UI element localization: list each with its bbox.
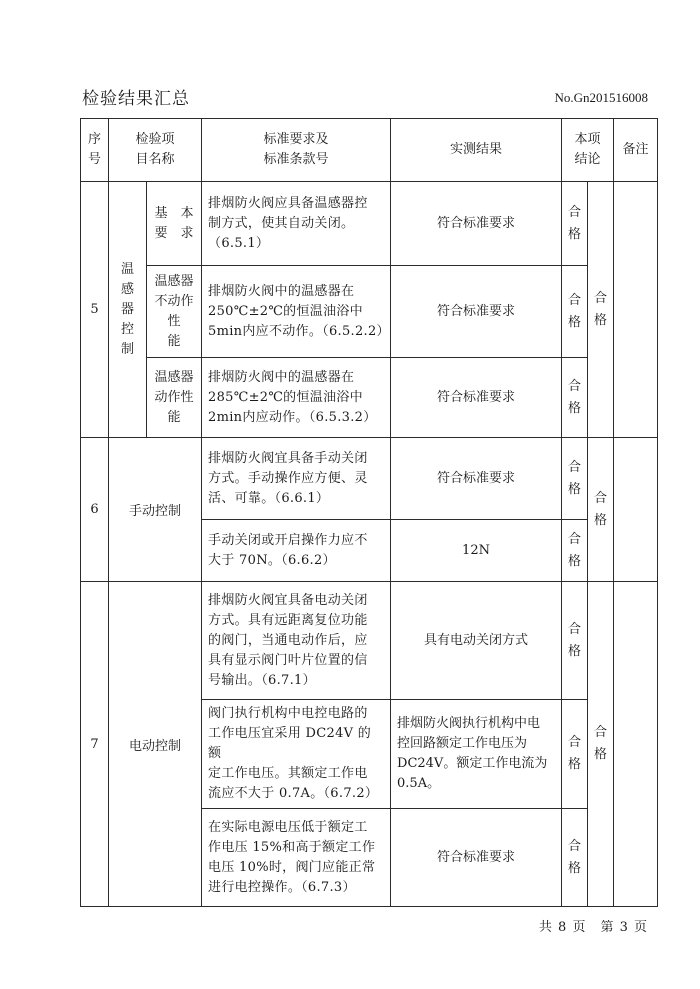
header-remark: 备注 [614,119,658,182]
requirement-cell: 在实际电源电压低于额定工 作电压 15%和高于额定工作 电压 10%时，阀门应能正常 进行电控操作。（6.7.3） [202,809,391,907]
header-conclusion: 本项 结论 [562,119,614,182]
result-cell: 符合标准要求 [391,182,562,266]
report-number: No.Gn201516008 [554,90,648,105]
conclusion-cell: 合 格 [588,582,614,907]
item-name-cell: 手动控制 [109,438,202,582]
sub-pass-cell: 合 格 [562,358,588,438]
requirement-cell: 排烟防火阀中的温感器在 285℃±2℃的恒温油浴中 2min内应动作。（6.5.3.2） [202,358,391,438]
page-title: 检验结果汇总 [82,89,190,109]
result-cell: 具有电动关闭方式 [391,582,562,700]
result-cell: 符合标准要求 [391,809,562,907]
table-row [81,358,658,438]
table-row [81,438,658,520]
remark-cell [614,438,658,582]
seq-cell: 6 [81,438,109,582]
table-header-row [81,119,658,182]
table-row [81,266,658,358]
remark-cell [614,182,658,438]
seq-cell: 7 [81,582,109,907]
sub-pass-cell: 合 格 [562,809,588,907]
result-cell: 符合标准要求 [391,438,562,520]
header-item: 检验项 目名称 [109,119,202,182]
results-table [80,118,658,907]
sub-pass-cell: 合 格 [562,438,588,520]
sub-pass-cell: 合 格 [562,182,588,266]
result-cell: 符合标准要求 [391,358,562,438]
sub-pass-cell: 合 格 [562,582,588,700]
conclusion-cell: 合 格 [588,182,614,438]
seq-cell: 5 [81,182,109,438]
result-cell: 符合标准要求 [391,266,562,358]
table-row [81,582,658,700]
requirement-cell: 阀门执行机构中电控电路的 工作电压宜采用 DC24V 的额 定工作电压。其额定工作电 流应不大于 0.7A。（6.7.2） [202,700,391,809]
table-row [81,182,658,266]
conclusion-cell: 合 格 [588,438,614,582]
sub-pass-cell: 合 格 [562,700,588,809]
header-seq: 序 号 [81,119,109,182]
requirement-cell: 排烟防火阀宜具备手动关闭 方式。手动操作应方便、灵 活、可靠。（6.6.1） [202,438,391,520]
requirement-cell: 手动关闭或开启操作力应不 大于 70N。（6.6.2） [202,520,391,582]
sub-pass-cell: 合 格 [562,520,588,582]
sub-item-name: 基 本 要 求 [147,182,202,266]
page-number: 共 8 页 第 3 页 [538,920,648,935]
item-name-cell: 电动控制 [109,582,202,907]
header-result: 实测结果 [391,119,562,182]
sub-pass-cell: 合 格 [562,266,588,358]
result-cell: 12N [391,520,562,582]
result-cell: 排烟防火阀执行机构中电 控回路额定工作电压为 DC24V。额定工作电流为 0.5A。 [391,700,562,809]
sub-item-name: 温感器 不动作性 能 [147,266,202,358]
sub-item-name: 温感器 动作性能 [147,358,202,438]
requirement-cell: 排烟防火阀中的温感器在 250℃±2℃的恒温油浴中 5min内应不动作。（6.5.2.2） [202,266,391,358]
item-name-cell: 温 感 器 控 制 [109,182,147,438]
header-standard: 标准要求及 标准条款号 [202,119,391,182]
requirement-cell: 排烟防火阀应具备温感器控 制方式，使其自动关闭。 （6.5.1） [202,182,391,266]
remark-cell [614,582,658,907]
requirement-cell: 排烟防火阀宜具备电动关闭 方式。具有远距离复位功能 的阀门，当通电动作后，应 具有显示阀门叶片位置的信 号输出。（6.7.1） [202,582,391,700]
